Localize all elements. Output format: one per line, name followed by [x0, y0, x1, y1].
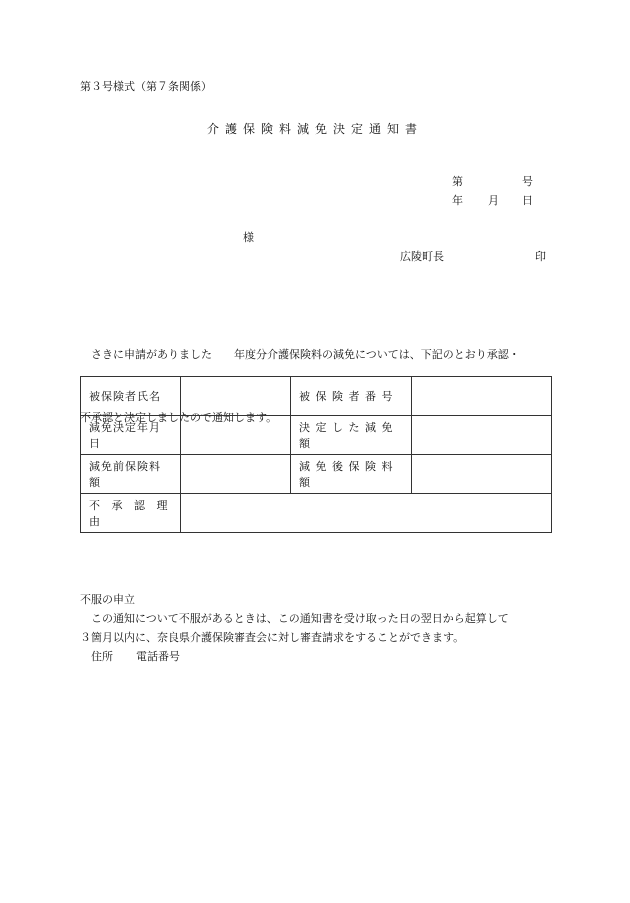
table-row: [81, 494, 552, 533]
phone-label: 電話番号: [136, 650, 180, 663]
doc-number-prefix: 第: [452, 175, 463, 188]
issuer-seal: 印: [535, 250, 546, 263]
info-table: [80, 376, 552, 533]
rejection-reason-label: 不 承 認 理 由: [81, 494, 181, 533]
reduction-amount-value[interactable]: [412, 416, 552, 455]
form-number: 第３号様式（第７条関係）: [80, 80, 212, 93]
premium-after-label: 減 免 後 保 険 料 額: [291, 455, 412, 494]
notice-line-1: さきに申請がありました 年度分介護保険料の減免については、下記のとおり承認・: [91, 348, 520, 361]
table-row: [81, 455, 552, 494]
issuer-name: 広陵町長: [400, 250, 444, 263]
date-month: 月: [488, 194, 499, 207]
rejection-reason-value[interactable]: [181, 494, 552, 533]
document-title: 介護保険料減免決定通知書: [206, 122, 423, 136]
appeal-line-2: ３箇月以内に、奈良県介護保険審査会に対し審査請求をすることができます。: [80, 631, 465, 644]
insured-name-value[interactable]: [181, 377, 291, 416]
premium-before-value[interactable]: [181, 455, 291, 494]
doc-number-suffix: 号: [522, 175, 533, 188]
table-row: [81, 377, 552, 416]
date-year: 年: [452, 194, 463, 207]
appeal-heading: 不服の申立: [80, 593, 135, 606]
decision-date-value[interactable]: [181, 416, 291, 455]
appeal-line-1: この通知について不服があるときは、この通知書を受け取った日の翌日から起算して: [91, 612, 509, 625]
table-row: [81, 416, 552, 455]
insured-number-label: 被 保 険 者 番 号: [291, 377, 412, 416]
address-label: 住所: [91, 650, 113, 663]
date-day: 日: [522, 194, 533, 207]
recipient-suffix: 様: [243, 231, 254, 244]
decision-date-label: 減免決定年月日: [81, 416, 181, 455]
reduction-amount-label: 決 定 し た 減 免 額: [291, 416, 412, 455]
notice-line-2: 不承認と決定しましたので通知します。: [80, 411, 278, 424]
insured-name-label: 被保険者氏名: [81, 377, 181, 416]
insured-number-value[interactable]: [412, 377, 552, 416]
premium-before-label: 減免前保険料額: [81, 455, 181, 494]
premium-after-value[interactable]: [412, 455, 552, 494]
